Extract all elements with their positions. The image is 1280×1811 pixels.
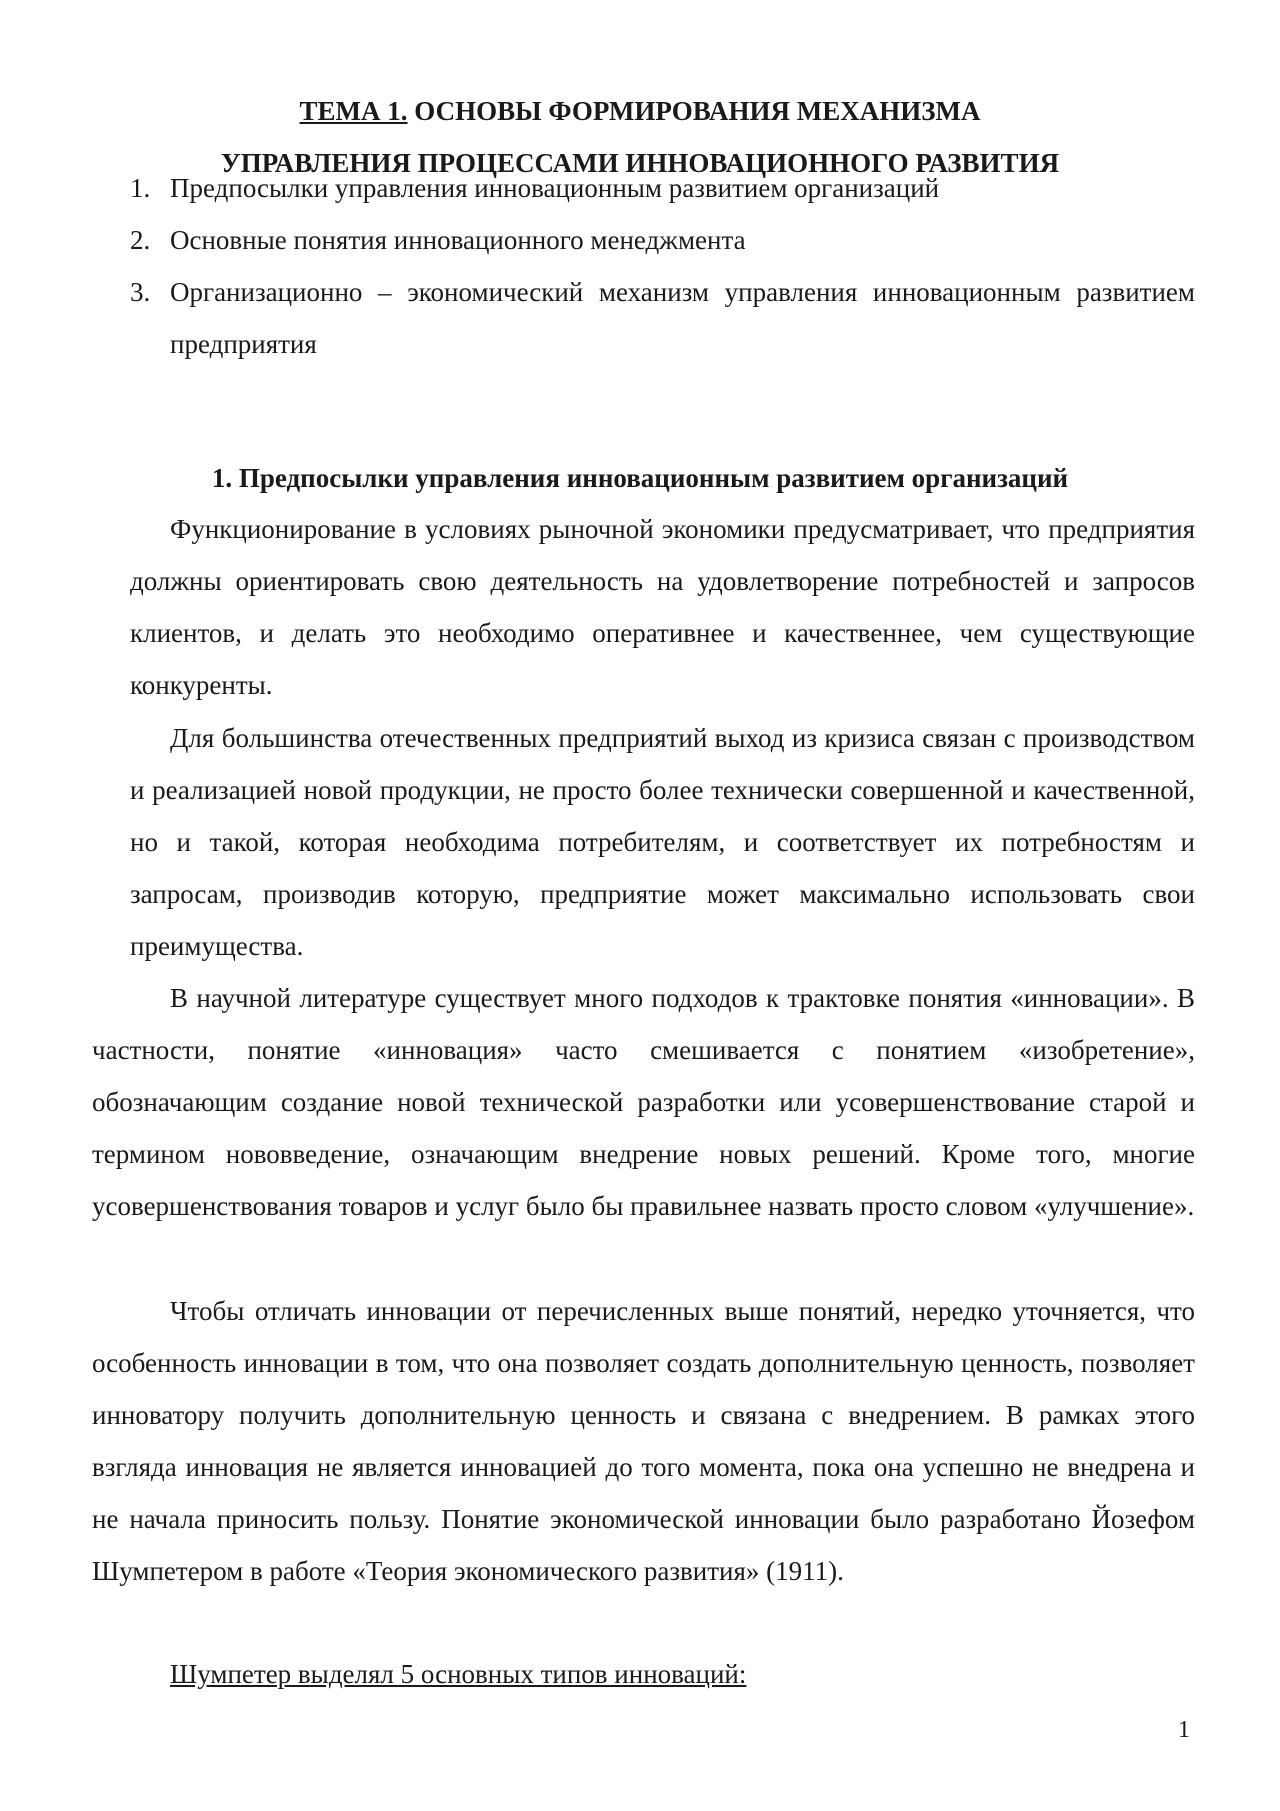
paragraph-1: Функционирование в условиях рыночной экономики предусматривает, что предприятия должны ориентировать свою деятельность на удовлетворение потребностей и запросов клиентов, и делать это необходимо оперативнее и качественнее, чем существующие конкуренты. xyxy=(130,514,1195,700)
plan-item-text: Основные понятия инновационного менеджмента xyxy=(170,225,746,255)
paragraph-3: В научной литературе существует много подходов к трактовке понятия «инновации». В частности, понятие «инновация» часто смешивается с понятием «изобретение», обозначающим создание новой технической разработки или усовершенствование старой и термином нововведение, означающим внедрение новых решений. Кроме того, многие усовершенствования товаров и услуг было бы правильнее назвать просто словом «улучшение». xyxy=(92,983,1195,1221)
plan-item-3 xyxy=(130,266,1195,370)
page-title-line-2: УПРАВЛЕНИЯ ПРОЦЕССАМИ ИННОВАЦИОННОГО РАЗВИТИЯ xyxy=(220,148,1060,178)
subheading-innovation-types: Шумпетер выделял 5 основных типов инноваций: xyxy=(170,1659,747,1689)
title-text: ОСНОВЫ ФОРМИРОВАНИЯ МЕХАНИЗМА xyxy=(407,96,981,126)
plan-item-number: 1. xyxy=(130,173,151,203)
topic-label: ТЕМА 1. xyxy=(299,96,408,126)
section-heading: 1. Предпосылки управления инновационным развитием организаций xyxy=(211,463,1069,493)
plan-item-text: Организационно – экономический механизм управления инновационным развитием предприятия xyxy=(170,277,1195,359)
page-number: 1 xyxy=(1178,1717,1190,1743)
paragraph-4: Чтобы отличать инновации от перечисленных выше понятий, нередко уточняется, что особенность инновации в том, что она позволяет создать дополнительную ценность, позволяет инноватору получить дополнительную ценность и связана с внедрением. В рамках этого взгляда инновация не является инновацией до того момента, пока она успешно не внедрена и не начала приносить пользу. Понятие экономической инновации было разработано Йозефом Шумпетером в работе «Теория экономического развития» (1911). xyxy=(92,1296,1195,1586)
topic-plan-list xyxy=(130,162,1195,370)
plan-item-number: 3. xyxy=(130,277,151,307)
plan-item-number: 2. xyxy=(130,225,151,255)
paragraph-2: Для большинства отечественных предприятий выход из кризиса связан с производством и реализацией новой продукции, не просто более технически совершенной и качественной, но и такой, которая необходима потребителям, и соответствует их потребностям и запросам, производив которую, предприятие может максимально использовать свои преимущества. xyxy=(130,723,1195,961)
plan-item-2 xyxy=(130,214,1195,266)
page-title-line-1 xyxy=(0,85,1280,137)
plan-item-1 xyxy=(130,162,1195,214)
plan-item-text: Предпосылки управления инновационным развитием организаций xyxy=(170,173,940,203)
